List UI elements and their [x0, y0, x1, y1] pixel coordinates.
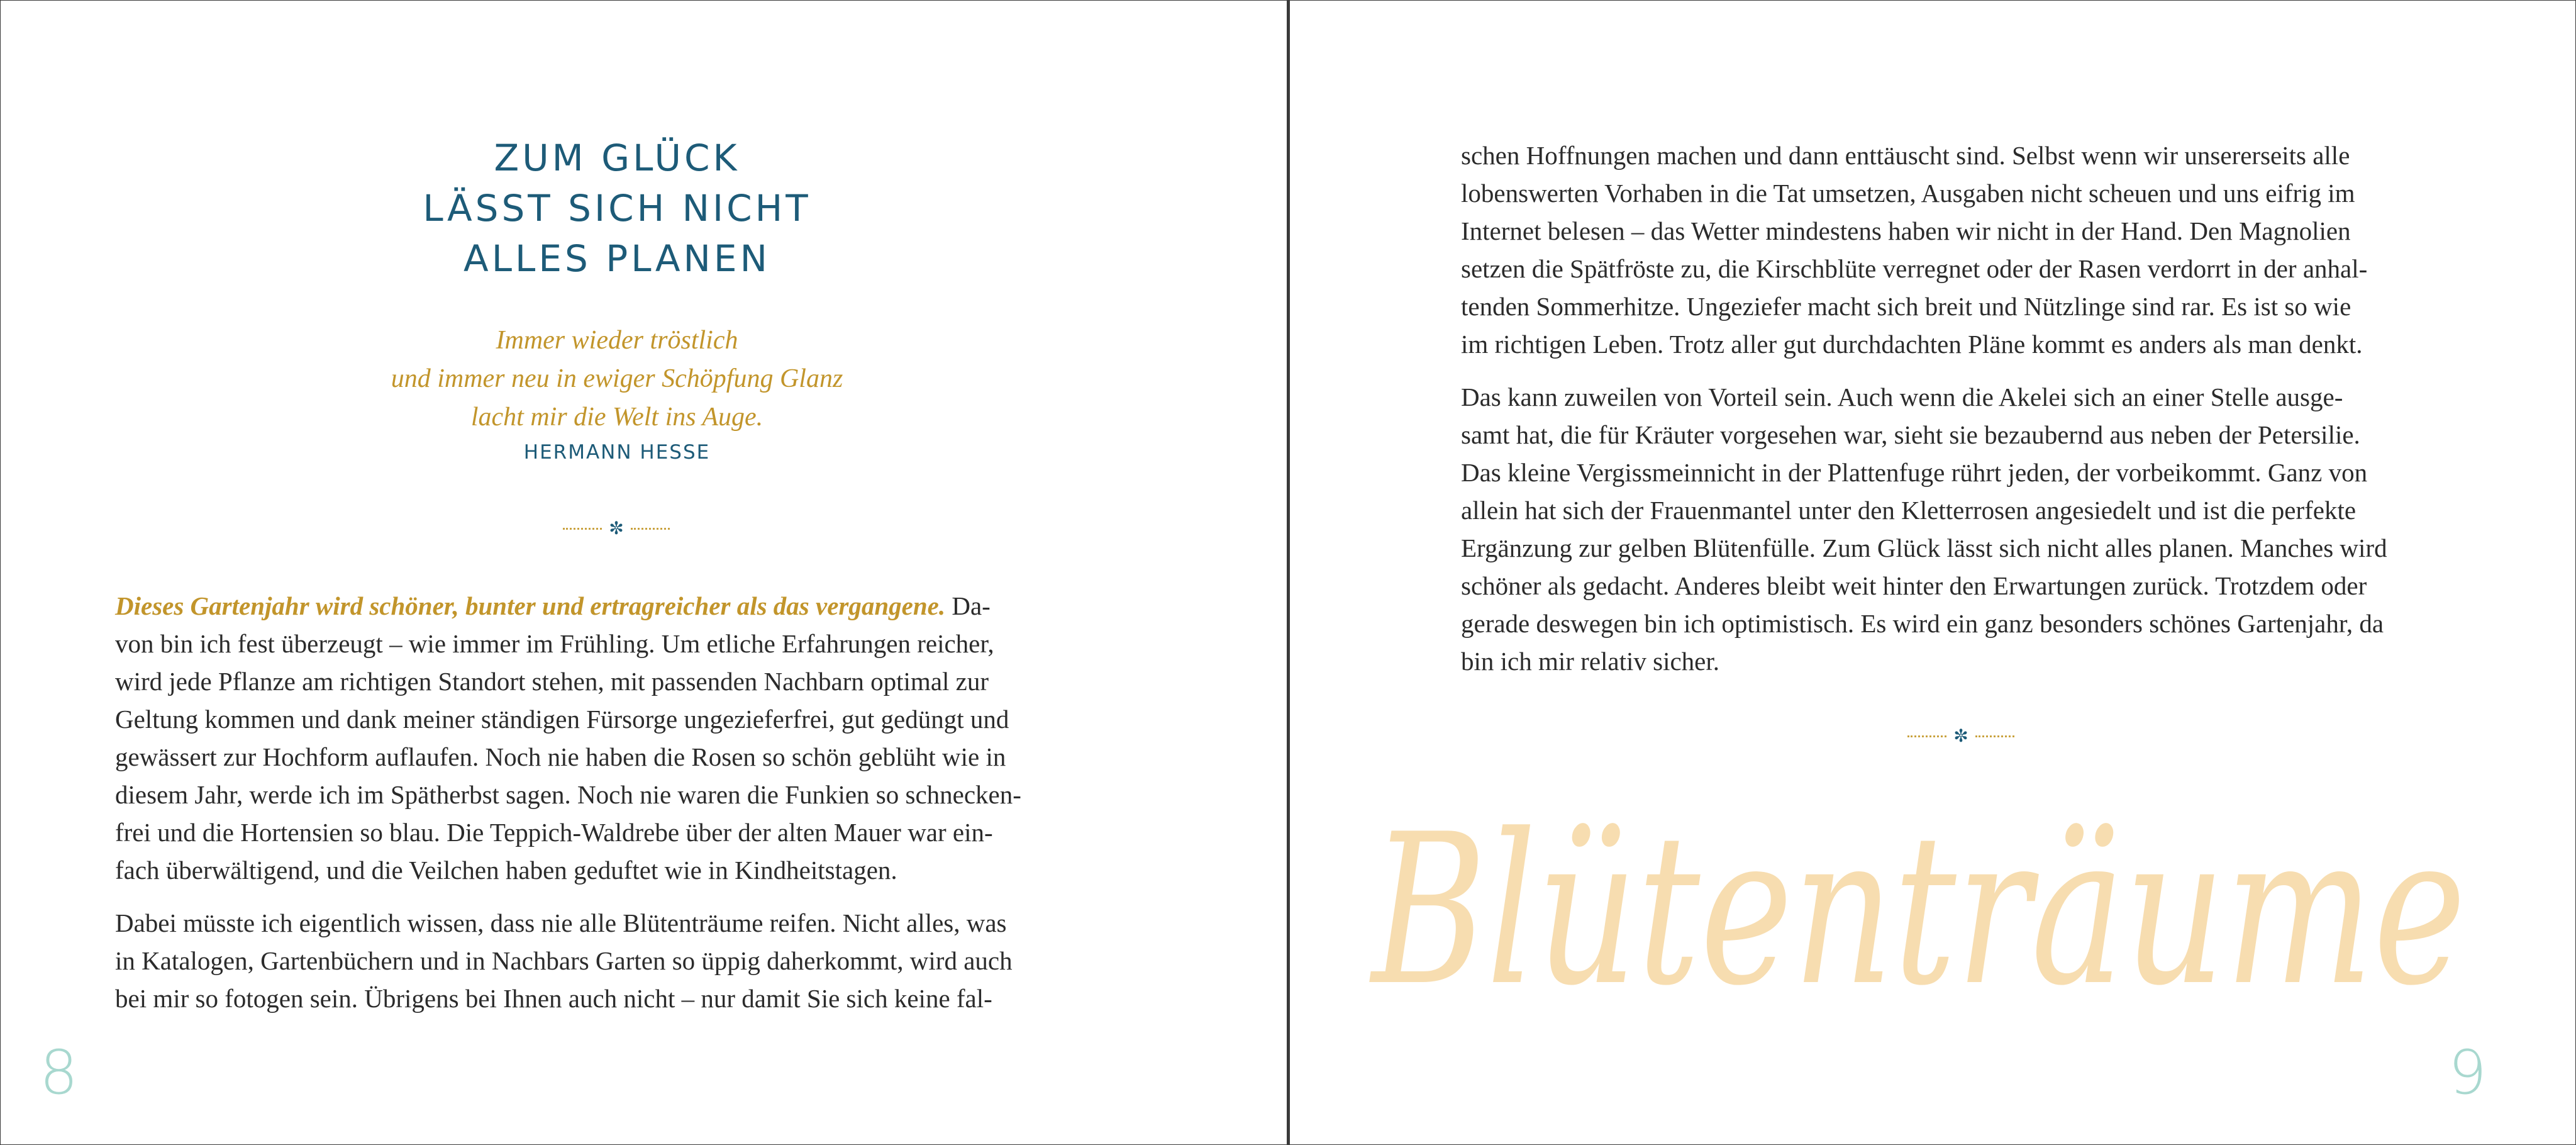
text-line: Das kleine Vergissmeinnicht in der Plattenfuge rührt jeden, der vorbeikommt. Ganz von — [1461, 458, 2368, 487]
lead-sentence: Dieses Gartenjahr wird schöner, bunter und ertragreicher als das vergangene. — [115, 591, 946, 620]
epigraph-quote — [114, 321, 1120, 437]
dotted-line — [563, 528, 602, 530]
text-line: frei und die Hortensien so blau. Die Teppich-Waldrebe über der alten Mauer war ein- — [115, 818, 993, 847]
right-page — [1290, 1, 2575, 1144]
text-line: Geltung kommen und dank meiner ständigen Fürsorge ungezieferfrei, gut gedüngt und — [115, 705, 1009, 734]
text-line: Internet belesen – das Wetter mindestens haben wir nicht in der Hand. Den Magnolien — [1461, 216, 2351, 245]
text-line: gewässert zur Hochform auflaufen. Noch nie haben die Rosen so schön geblüht wie in — [115, 742, 1006, 771]
ornament-divider — [563, 519, 670, 538]
text-line: setzen die Spätfröste zu, die Kirschblüte verregnet oder der Rasen verdorrt in der anhal- — [1461, 254, 2368, 283]
heading-line: LÄSST SICH NICHT — [423, 187, 811, 230]
text-line: samt hat, die für Kräuter vorgesehen war, sieht sie bezaubernd aus neben der Petersilie. — [1461, 420, 2360, 449]
page-number: 9 — [2448, 1037, 2487, 1108]
flower-ornament-icon: ✼ — [609, 518, 624, 539]
text-line: von bin ich fest überzeugt – wie immer im Frühling. Um etliche Erfahrungen reicher, — [115, 629, 994, 658]
text-line: Das kann zuweilen von Vorteil sein. Auch wenn die Akelei sich an einer Stelle ausge- — [1461, 383, 2343, 411]
quote-line: und immer neu in ewiger Schöpfung Glanz — [391, 364, 843, 393]
heading-line: ALLES PLANEN — [464, 237, 770, 280]
body-paragraph — [115, 904, 1013, 1017]
body-paragraph — [1461, 378, 2387, 680]
text-line: schen Hoffnungen machen und dann enttäuscht sind. Selbst wenn wir unsererseits alle — [1461, 141, 2350, 170]
text-line: gerade deswegen bin ich optimistisch. Es wird ein ganz besonders schönes Gartenjahr, da — [1461, 609, 2384, 638]
text-line: tenden Sommerhitze. Ungeziefer macht sich breit und Nützlinge sind rar. Es ist so wie — [1461, 292, 2351, 321]
script-word-text: Blütenträume — [1369, 790, 2466, 1031]
flower-ornament-icon: ✼ — [1953, 725, 1968, 746]
text-line: wird jede Pflanze am richtigen Standort stehen, mit passenden Nachbarn optimal zur — [115, 667, 989, 696]
text-line: im richtigen Leben. Trotz aller gut durchdachten Pläne kommt es anders als man denkt. — [1461, 330, 2363, 359]
quote-line: Immer wieder tröstlich — [496, 326, 738, 355]
page-number: 8 — [40, 1037, 79, 1108]
text-line: diesem Jahr, werde ich im Spätherbst sagen. Noch nie waren die Funkien so schnecken- — [115, 780, 1021, 809]
body-paragraph — [115, 587, 1021, 889]
text-line: lobenswerten Vorhaben in die Tat umsetzen, Ausgaben nicht scheuen und uns eifrig im — [1461, 179, 2355, 208]
quote-line: lacht mir die Welt ins Auge. — [470, 403, 763, 432]
text-line: bei mir so fotogen sein. Übrigens bei Ihnen auch nicht – nur damit Sie sich keine fal- — [115, 984, 992, 1013]
text-line: Ergänzung zur gelben Blütenfülle. Zum Glück lässt sich nicht alles planen. Manches wird — [1461, 533, 2387, 562]
text-line: bin ich mir relativ sicher. — [1461, 647, 1720, 676]
body-paragraph — [1461, 137, 2367, 363]
script-title-blutentraume — [1321, 705, 2516, 1070]
dotted-line — [631, 528, 670, 530]
text-line: schöner als gedacht. Anderes bleibt weit hinter den Erwartungen zurück. Trotzdem oder — [1461, 571, 2367, 600]
left-page — [1, 1, 1287, 1144]
heading-line: ZUM GLÜCK — [494, 137, 740, 179]
text-line: fach überwältigend, und die Veilchen haben geduftet wie in Kindheitstagen. — [115, 856, 897, 885]
text-line: allein hat sich der Frauenmantel unter den Kletterrosen angesiedelt und ist die perfekte — [1461, 496, 2357, 525]
text-line: in Katalogen, Gartenbüchern und in Nachbars Garten so üppig daherkommt, wird auch — [115, 946, 1013, 975]
text-line — [115, 587, 1021, 625]
text-fragment: Da- — [945, 591, 991, 620]
chapter-heading — [114, 133, 1120, 284]
text-line: Dabei müsste ich eigentlich wissen, dass nie alle Blütenträume reifen. Nicht alles, was — [115, 908, 1007, 937]
quote-author: HERMANN HESSE — [523, 441, 711, 464]
